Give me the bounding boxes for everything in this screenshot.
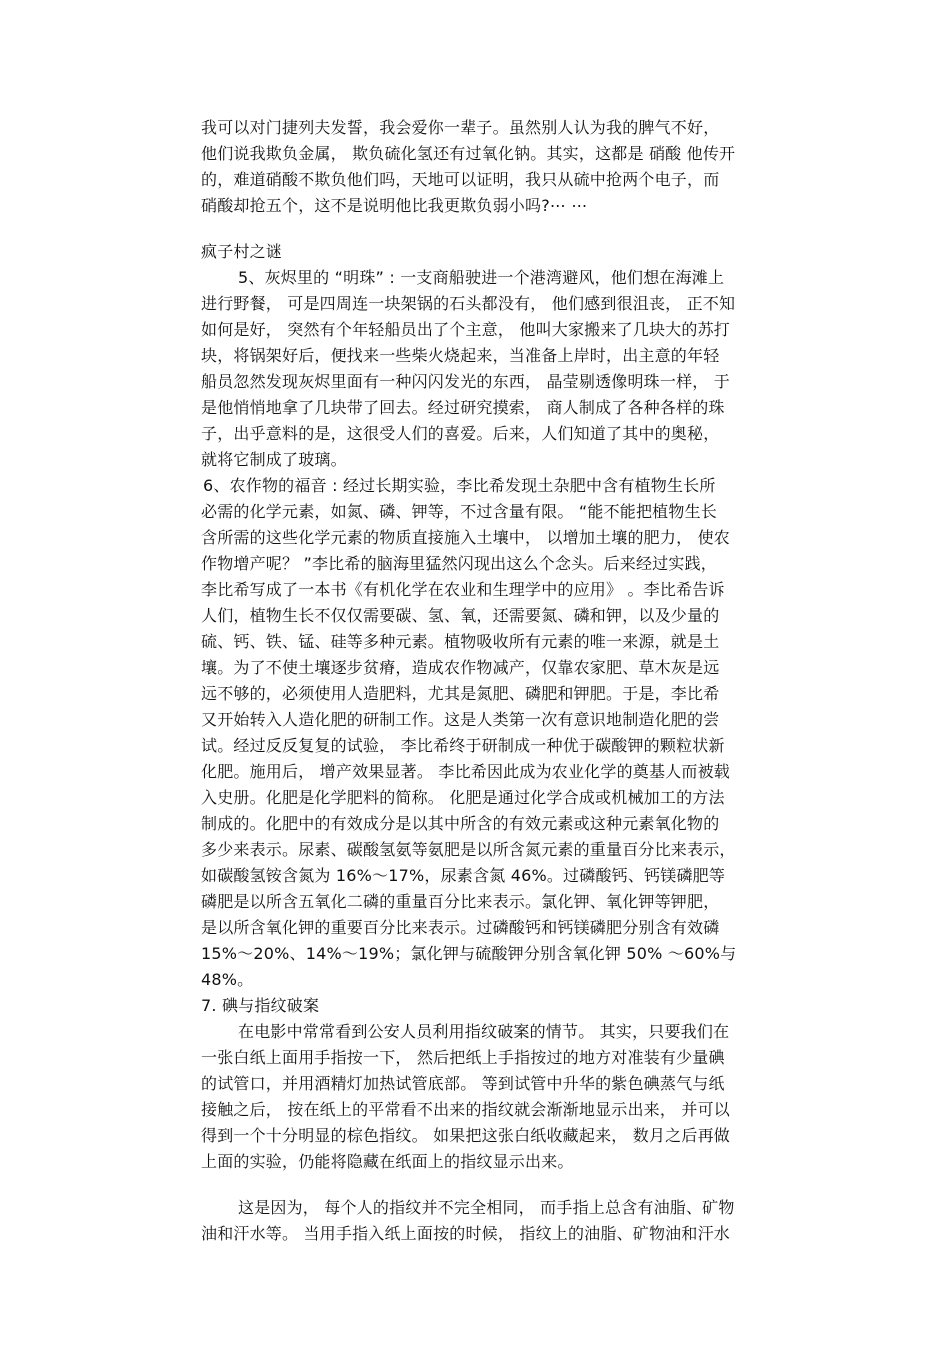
text-line: 是以所含氧化钾的重要百分比来表示。过磷酸钙和钙镁磷肥分别含有效磷 (201, 918, 720, 937)
text-line: 进行野餐， 可是四周连一块架锅的石头都没有， 他们感到很沮丧， 正不知 (201, 294, 736, 313)
text-line: 得到一个十分明显的棕色指纹。 如果把这张白纸收藏起来， 数月之后再做 (201, 1126, 730, 1145)
text-line: 子，出乎意料的是，这很受人们的喜爱。后来，人们知道了其中的奥秘， (201, 424, 720, 443)
text-line: 硫、钙、铁、锰、硅等多种元素。植物吸收所有元素的唯一来源，就是土 (201, 632, 720, 651)
text-line: 如碳酸氢铵含氮为 16%～17%，尿素含氮 46%。过磷酸钙、钙镁磷肥等 (201, 866, 726, 885)
text-line: 必需的化学元素，如氮、磷、钾等，不过含量有限。 “能不能把植物生长 (201, 502, 717, 521)
text-line: 硝酸却抢五个，这不是说明他比我更欺负弱小吗?⋯ ⋯ (201, 196, 588, 215)
text-line: 一张白纸上面用手指按一下， 然后把纸上手指按过的地方对准装有少量碘 (201, 1048, 725, 1067)
text-line: 远不够的，必须使用人造肥料，尤其是氮肥、磷肥和钾肥。于是，李比希 (201, 684, 720, 703)
text-line: 他们说我欺负金属， 欺负硫化氢还有过氧化钠。其实，这都是 硝酸 他传开 (201, 144, 736, 163)
section-title: 疯子村之谜 (201, 242, 283, 261)
text-line: 作物增产呢？ ”李比希的脑海里猛然闪现出这么个念头。后来经过实践， (201, 554, 717, 573)
text-line: 试。经过反反复复的试验， 李比希终于研制成一种优于碳酸钾的颗粒状新 (201, 736, 725, 755)
text-line: 又开始转入人造化肥的研制工作。这是人类第一次有意识地制造化肥的尝 (201, 710, 720, 729)
text-line: 油和汗水等。 当用手指入纸上面按的时候， 指纹上的油脂、矿物油和汗水 (201, 1224, 730, 1243)
text-line: 磷肥是以所含五氧化二磷的重量百分比来表示。氯化钾、氧化钾等钾肥， (201, 892, 720, 911)
text-line: 李比希写成了一本书《有机化学在农业和生理学中的应用》 。李比希告诉 (201, 580, 725, 599)
text-line: 48%。 (201, 970, 254, 989)
section-title: 7. 碘与指纹破案 (201, 996, 320, 1015)
text-line: 我可以对门捷列夫发誓，我会爱你一辈子。虽然别人认为我的脾气不好， (201, 118, 720, 137)
text-line: 含所需的这些化学元素的物质直接施入土壤中， 以增加土壤的肥力， 使农 (201, 528, 730, 547)
text-line: 在电影中常常看到公安人员利用指纹破案的情节。 其实，只要我们在 (238, 1022, 730, 1041)
text-line: 15%～20%、14%～19%；氯化钾与硫酸钾分别含氧化钾 50% ～60%与 (201, 944, 737, 963)
text-line: 接触之后， 按在纸上的平常看不出来的指纹就会渐渐地显示出来， 并可以 (201, 1100, 730, 1119)
text-line: 人们，植物生长不仅仅需要碳、氢、氧，还需要氮、磷和钾，以及少量的 (201, 606, 720, 625)
text-line: 就将它制成了玻璃。 (201, 450, 347, 469)
text-line: 壤。为了不使土壤逐步贫瘠，造成农作物减产，仅靠农家肥、草木灰是远 (201, 658, 720, 677)
text-line: 上面的实验，仍能将隐藏在纸面上的指纹显示出来。 (201, 1152, 574, 1171)
text-line: 6、农作物的福音 : 经过长期实验，李比希发现土杂肥中含有植物生长所 (203, 476, 716, 495)
text-line: 的试管口，并用酒精灯加热试管底部。 等到试管中升华的紫色碘蒸气与纸 (201, 1074, 725, 1093)
text-line: 船员忽然发现灰烬里面有一种闪闪发光的东西， 晶莹剔透像明珠一样， 于 (201, 372, 730, 391)
text-line: 5、灰烬里的 “明珠” : 一支商船驶进一个港湾避风，他们想在海滩上 (238, 268, 725, 287)
text-line: 入史册。化肥是化学肥料的简称。 化肥是通过化学合成或机械加工的方法 (201, 788, 725, 807)
text-line: 是他悄悄地拿了几块带了回去。经过研究摸索， 商人制成了各种各样的珠 (201, 398, 725, 417)
text-line: 化肥。施用后， 增产效果显著。 李比希因此成为农业化学的奠基人而被载 (201, 762, 730, 781)
text-line: 块，将锅架好后，便找来一些柴火烧起来，当准备上岸时，出主意的年轻 (201, 346, 720, 365)
text-line: 制成的。化肥中的有效成分是以其中所含的有效元素或这种元素氧化物的 (201, 814, 720, 833)
text-line: 的，难道硝酸不欺负他们吗，天地可以证明，我只从硫中抢两个电子，而 (201, 170, 720, 189)
text-line: 如何是好， 突然有个年轻船员出了个主意， 他叫大家搬来了几块大的苏打 (201, 320, 730, 339)
text-line: 这是因为， 每个人的指纹并不完全相同， 而手指上总含有油脂、矿物 (238, 1198, 735, 1217)
text-line: 多少来表示。尿素、碳酸氢氨等氨肥是以所含氮元素的重量百分比来表示， (201, 840, 736, 859)
